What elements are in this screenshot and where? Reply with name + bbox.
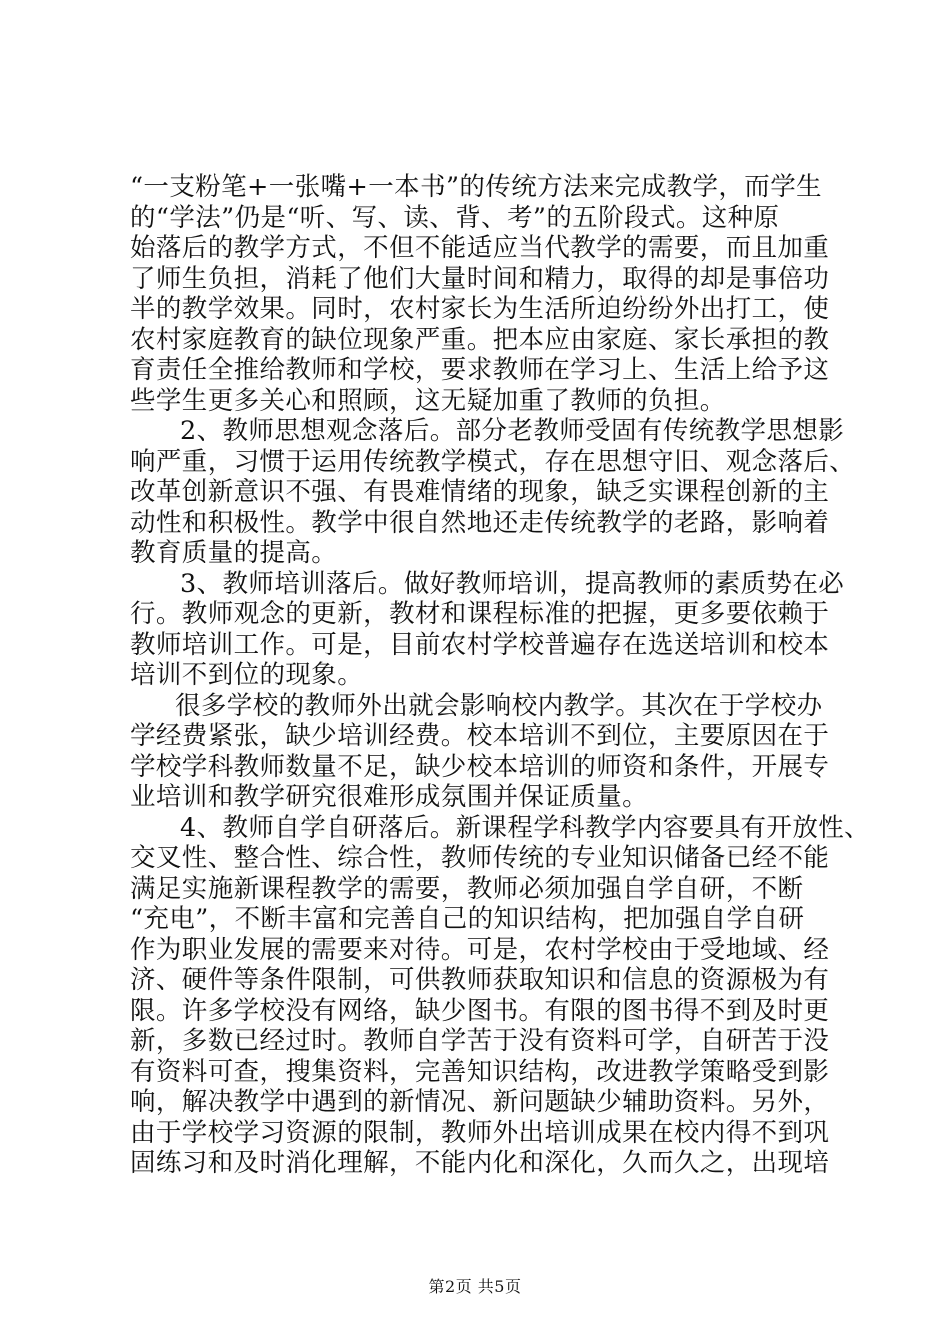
text-line: “一支粉笔+一张嘴+一本书”的传统方法来完成教学，而学生 — [130, 172, 823, 202]
text-line: 行。教师观念的更新，教材和课程标准的把握，更多要依赖于 — [130, 599, 830, 629]
text-line: 业培训和教学研究很难形成氛围并保证质量。 — [130, 782, 649, 812]
text-line: 有资料可查，搜集资料，完善知识结构，改进教学策略受到影 — [130, 1056, 830, 1087]
text-line: 作为职业发展的需要来对待。可是，农村学校由于受地域、经 — [130, 934, 830, 965]
text-line: 由于学校学习资源的限制，教师外出培训成果在校内得不到巩 — [130, 1117, 830, 1148]
text-line: 交叉性、整合性、综合性，教师传统的专业知识储备已经不能 — [130, 843, 830, 873]
text-line: 满足实施新课程教学的需要，教师必须加强自学自研，不断 — [130, 873, 804, 904]
text-line: 育责任全推给教师和学校，要求教师在学习上、生活上给予这 — [130, 355, 830, 385]
paragraph-start-line: 2、教师思想观念落后。部分老教师受固有传统教学思想影 — [180, 416, 845, 446]
text-line: 学校学科教师数量不足，缺少校本培训的师资和条件，开展专 — [130, 751, 830, 782]
text-line: 限。许多学校没有网络，缺少图书。有限的图书得不到及时更 — [130, 995, 830, 1026]
text-line: 固练习和及时消化理解，不能内化和深化，久而久之，出现培 — [130, 1148, 830, 1178]
paragraph-start-line: 4、教师自学自研落后。新课程学科教学内容要具有开放性、 — [180, 812, 871, 843]
text-line: 的“学法”仍是“听、写、读、背、考”的五阶段式。这种原 — [130, 202, 780, 233]
text-line: 些学生更多关心和照顾，这无疑加重了教师的负担。 — [130, 385, 726, 416]
text-line: 始落后的教学方式，不但不能适应当代教学的需要，而且加重 — [130, 233, 830, 263]
body-text — [130, 172, 871, 1179]
text-line: 半的教学效果。同时，农村家长为生活所迫纷纷外出打工，使 — [130, 294, 830, 324]
text-line: 培训不到位的现象。 — [130, 660, 364, 690]
text-line: 动性和积极性。教学中很自然地还走传统教学的老路，影响着 — [130, 507, 830, 538]
text-line: 响，解决教学中遇到的新情况、新问题缺少辅助资料。另外， — [130, 1087, 830, 1117]
paragraph-start-line: 3、教师培训落后。做好教师培训，提高教师的素质势在必 — [180, 568, 845, 599]
page-number-footer: 第2页 共5页 — [428, 1277, 522, 1296]
paragraph-start-line: 很多学校的教师外出就会影响校内教学。其次在于学校办 — [175, 690, 823, 721]
text-line: 教师培训工作。可是，目前农村学校普遍存在选送培训和校本 — [130, 629, 830, 660]
text-line: 了师生负担，消耗了他们大量时间和精力，取得的却是事倍功 — [130, 263, 830, 294]
text-line: 农村家庭教育的缺位现象严重。把本应由家庭、家长承担的教 — [130, 324, 830, 355]
text-line: 改革创新意识不强、有畏难情绪的现象，缺乏实课程创新的主 — [130, 477, 830, 507]
text-line: 响严重，习惯于运用传统教学模式，存在思想守旧、观念落后、 — [130, 446, 856, 477]
text-line: 济、硬件等条件限制，可供教师获取知识和信息的资源极为有 — [130, 965, 830, 995]
text-line: “充电”，不断丰富和完善自己的知识结构，把加强自学自研 — [130, 904, 805, 934]
text-line: 新，多数已经过时。教师自学苦于没有资料可学，自研苦于没 — [130, 1026, 830, 1056]
text-line: 学经费紧张，缺少培训经费。校本培训不到位，主要原因在于 — [130, 721, 830, 751]
text-line: 教育质量的提高。 — [130, 538, 338, 568]
